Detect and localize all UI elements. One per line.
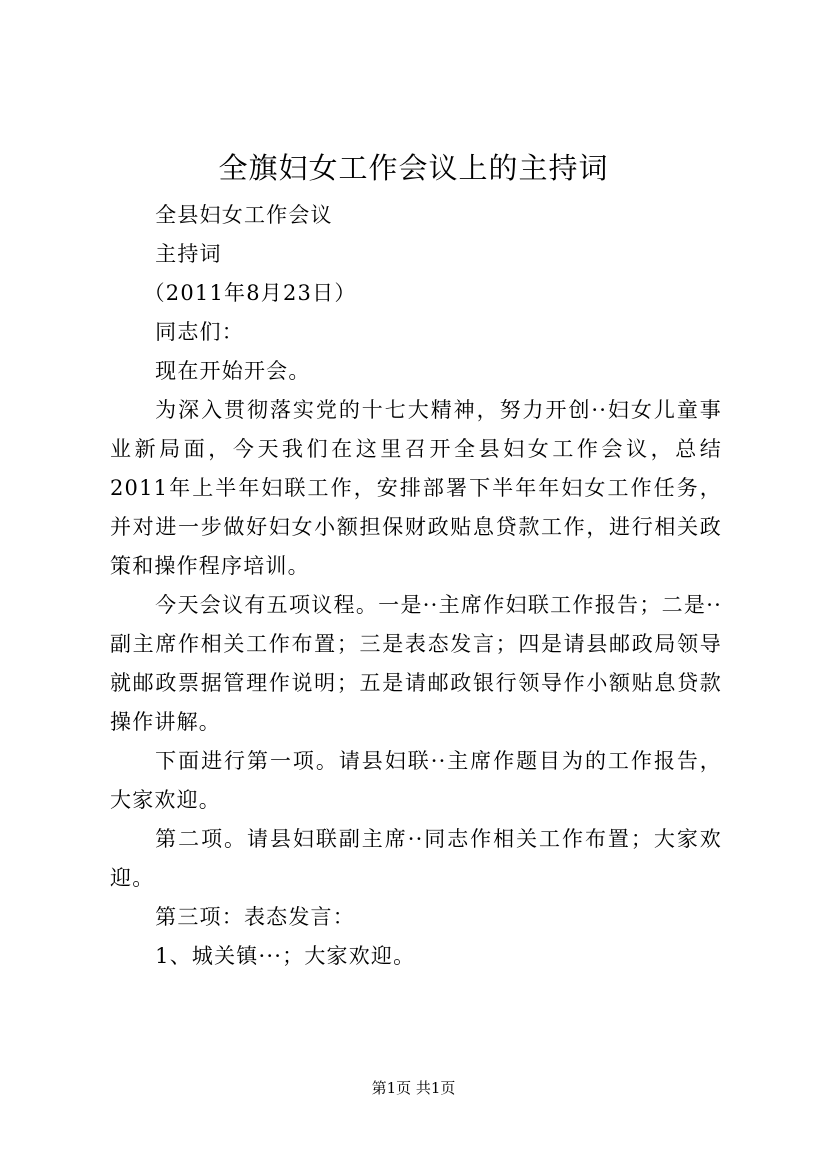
document-body xyxy=(110,196,722,976)
paragraph-item-one: 下面进行第一项。请县妇联··主席作题目为的工作报告，大家欢迎。 xyxy=(110,749,722,812)
paragraph-meeting-name: 全县妇女工作会议 xyxy=(155,203,333,227)
paragraph-purpose: 为深入贯彻落实党的十七大精神，努力开创··妇女儿童事业新局面，今天我们在这里召开全县妇女工作会议，总结2011年上半年妇联工作，安排部署下半年年妇女工作任务，并对进一步做好妇女小额担保财政贴息贷款工作，进行相关政策和操作程序培训。 xyxy=(110,398,722,578)
document-title: 全旗妇女工作会议上的主持词 xyxy=(218,151,609,185)
page-footer: 第1页 共1页 xyxy=(371,1079,456,1097)
paragraph-opening: 现在开始开会。 xyxy=(155,359,311,383)
paragraph-agenda: 今天会议有五项议程。一是··主席作妇联工作报告；二是··副主席作相关工作布置；三是表态发言；四是请县邮政局领导就邮政票据管理作说明；五是请邮政银行领导作小额贴息贷款操作讲解。 xyxy=(110,593,722,734)
paragraph-subtitle: 主持词 xyxy=(155,242,222,266)
paragraph-speaker-one: 1、城关镇···；大家欢迎。 xyxy=(155,944,416,968)
paragraph-date: （2011年8月23日） xyxy=(143,281,357,305)
paragraph-item-two: 第二项。请县妇联副主席··同志作相关工作布置；大家欢迎。 xyxy=(110,827,722,890)
paragraph-item-three: 第三项：表态发言： xyxy=(155,905,355,929)
paragraph-salutation: 同志们： xyxy=(155,320,244,344)
